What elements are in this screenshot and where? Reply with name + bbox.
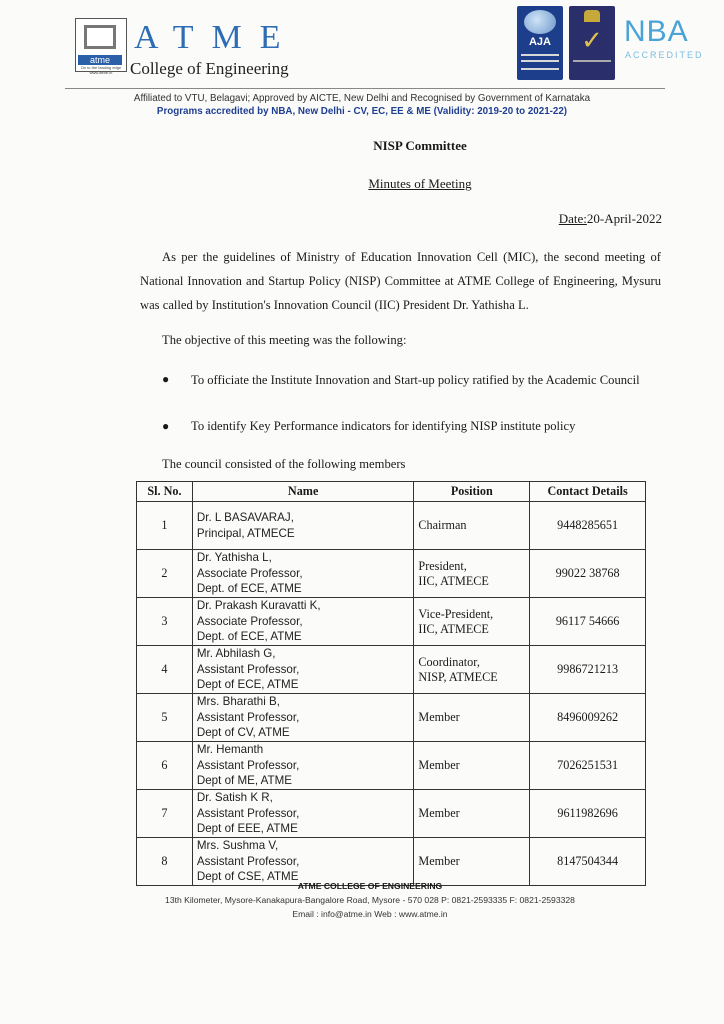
name-line: Dr. Prakash Kuravatti K, bbox=[196, 599, 321, 613]
header-contact: Contact Details bbox=[530, 482, 646, 502]
header-name: Name bbox=[192, 482, 414, 502]
objective-item: To officiate the Institute Innovation and Start-up policy ratified by the Academic Council bbox=[191, 373, 640, 387]
intro-paragraph: As per the guidelines of Ministry of Education Innovation Cell (MIC), the second meeting of National Innovation and Startup Policy (NISP) Committee at ATME College of Engineering, Mysuru was called by Institution's Innovation Council (IIC) President Dr. Yathisha L. bbox=[140, 250, 661, 312]
name-line: Dr. Yathisha L, bbox=[196, 551, 272, 565]
position-line: Chairman bbox=[418, 518, 467, 532]
table-header-row bbox=[137, 482, 646, 502]
position-line: President, bbox=[418, 558, 467, 573]
accreditation-line: Programs accredited by NBA, New Delhi - CV, EC, EE & ME (Validity: 2019-20 to 2021-22) bbox=[156, 106, 568, 117]
bullet-icon: ● bbox=[162, 372, 170, 386]
position-line: Member bbox=[418, 806, 460, 820]
cell-position bbox=[414, 790, 530, 838]
logo-frame-shape bbox=[84, 25, 116, 49]
name-line: Dr. Satish K R, bbox=[196, 791, 273, 805]
members-table bbox=[136, 481, 646, 886]
name-line: Mrs. Sushma V, bbox=[196, 839, 279, 853]
position-line: IIC, ATMECE bbox=[418, 573, 489, 588]
cell-name bbox=[192, 838, 414, 886]
table-row bbox=[137, 550, 646, 598]
objective-intro: The objective of this meeting was the following: bbox=[162, 333, 407, 347]
brand-name: ATME bbox=[134, 19, 299, 56]
checkmark-icon: ✓ bbox=[581, 26, 603, 56]
table-row bbox=[137, 838, 646, 886]
document-subtitle: Minutes of Meeting bbox=[368, 176, 472, 191]
cell-position bbox=[414, 502, 530, 550]
document-title: NISP Committee bbox=[373, 138, 467, 153]
table-row bbox=[137, 646, 646, 694]
name-line: Assistant Professor, bbox=[196, 854, 300, 868]
cell-sl-no: 1 bbox=[137, 502, 193, 550]
cell-name bbox=[192, 598, 414, 646]
cell-sl-no: 7 bbox=[137, 790, 193, 838]
cell-contact: 96117 54666 bbox=[530, 598, 646, 646]
logo-tagline: On to the leading edge bbox=[80, 65, 122, 70]
position-line: Member bbox=[418, 758, 460, 772]
globe-icon bbox=[524, 10, 556, 34]
table-row bbox=[137, 742, 646, 790]
name-line: Dept of EEE, ATME bbox=[196, 822, 298, 836]
position-line: NISP, ATMECE bbox=[418, 669, 498, 684]
position-line: Member bbox=[418, 710, 460, 724]
cell-contact: 99022 38768 bbox=[530, 550, 646, 598]
date-value: 20-April-2022 bbox=[586, 211, 662, 226]
affiliation-line: Affiliated to VTU, Belagavi; Approved by AICTE, New Delhi and Recognised by Government of Karnataka bbox=[133, 93, 591, 104]
nba-accredited-label: ACCREDITED bbox=[625, 50, 704, 60]
logo-url: www.atme.in bbox=[89, 70, 113, 75]
cell-position bbox=[414, 550, 530, 598]
cell-contact: 9986721213 bbox=[530, 646, 646, 694]
name-line: Dr. L BASAVARAJ, bbox=[196, 511, 294, 524]
objective-item: To identify Key Performance indicators for identifying NISP institute policy bbox=[191, 419, 576, 433]
name-line: Assistant Professor, bbox=[196, 758, 300, 772]
name-line: Dept of ME, ATME bbox=[196, 774, 292, 788]
table-row bbox=[137, 598, 646, 646]
brand-college: College of Engineering bbox=[130, 59, 289, 78]
name-line: Dept. of ECE, ATME bbox=[196, 630, 302, 644]
cell-position bbox=[414, 598, 530, 646]
table-row bbox=[137, 502, 646, 550]
name-line: Dept of CSE, ATME bbox=[196, 870, 299, 884]
position-line: IIC, ATMECE bbox=[418, 621, 489, 636]
name-line: Mrs. Bharathi B, bbox=[196, 695, 280, 709]
table-row bbox=[137, 694, 646, 742]
name-line: Dept. of ECE, ATME bbox=[196, 582, 302, 596]
footer-college: ATME COLLEGE OF ENGINEERING bbox=[297, 881, 443, 891]
name-line: Dept of CV, ATME bbox=[196, 726, 290, 740]
cell-sl-no: 6 bbox=[137, 742, 193, 790]
cell-contact: 9611982696 bbox=[530, 790, 646, 838]
name-line: Principal, ATMECE bbox=[196, 526, 295, 540]
name-line: Assistant Professor, bbox=[196, 710, 300, 724]
name-line: Dept of ECE, ATME bbox=[196, 678, 299, 692]
cell-position bbox=[414, 646, 530, 694]
cell-sl-no: 5 bbox=[137, 694, 193, 742]
footer-address: 13th Kilometer, Mysore-Kanakapura-Bangalore Road, Mysore - 570 028 P: 0821-2593335 F: 0821-2593328 bbox=[165, 895, 575, 905]
logo-tag: atme bbox=[78, 55, 122, 65]
cell-name bbox=[192, 550, 414, 598]
position-line: Vice-President, bbox=[418, 606, 494, 621]
header-divider bbox=[65, 88, 665, 89]
cell-contact: 8496009262 bbox=[530, 694, 646, 742]
name-line: Associate Professor, bbox=[196, 566, 303, 580]
members-table-body bbox=[137, 502, 646, 886]
cell-position bbox=[414, 742, 530, 790]
header-sl-no: Sl. No. bbox=[137, 482, 193, 502]
position-line: Member bbox=[418, 854, 460, 868]
cell-sl-no: 8 bbox=[137, 838, 193, 886]
cell-contact: 9448285651 bbox=[530, 502, 646, 550]
cell-sl-no: 3 bbox=[137, 598, 193, 646]
cell-position bbox=[414, 694, 530, 742]
ukas-badge-icon bbox=[569, 6, 615, 80]
name-line: Assistant Professor, bbox=[196, 662, 300, 676]
cell-sl-no: 4 bbox=[137, 646, 193, 694]
cell-name bbox=[192, 502, 414, 550]
table-row bbox=[137, 790, 646, 838]
name-line: Assistant Professor, bbox=[196, 806, 300, 820]
footer-contact: Email : info@atme.in Web : www.atme.in bbox=[292, 909, 448, 919]
nba-logo: NBA bbox=[624, 15, 689, 48]
header-position: Position bbox=[414, 482, 530, 502]
bullet-icon: ● bbox=[162, 419, 170, 433]
cell-name bbox=[192, 742, 414, 790]
name-line: Mr. Abhilash G, bbox=[196, 647, 276, 661]
cell-contact: 7026251531 bbox=[530, 742, 646, 790]
date-label: Date: bbox=[558, 211, 587, 226]
college-logo bbox=[75, 18, 127, 75]
aja-badge-label: AJA bbox=[528, 36, 551, 48]
cell-sl-no: 2 bbox=[137, 550, 193, 598]
cell-name bbox=[192, 694, 414, 742]
cell-name bbox=[192, 790, 414, 838]
meeting-date bbox=[559, 211, 662, 227]
cell-name bbox=[192, 646, 414, 694]
cell-position bbox=[414, 838, 530, 886]
cell-contact: 8147504344 bbox=[530, 838, 646, 886]
council-intro: The council consisted of the following members bbox=[162, 457, 406, 471]
crown-icon bbox=[584, 10, 600, 22]
name-line: Associate Professor, bbox=[196, 614, 303, 628]
aja-badge-icon bbox=[517, 6, 563, 80]
position-line: Coordinator, bbox=[418, 654, 480, 669]
name-line: Mr. Hemanth bbox=[196, 743, 264, 757]
